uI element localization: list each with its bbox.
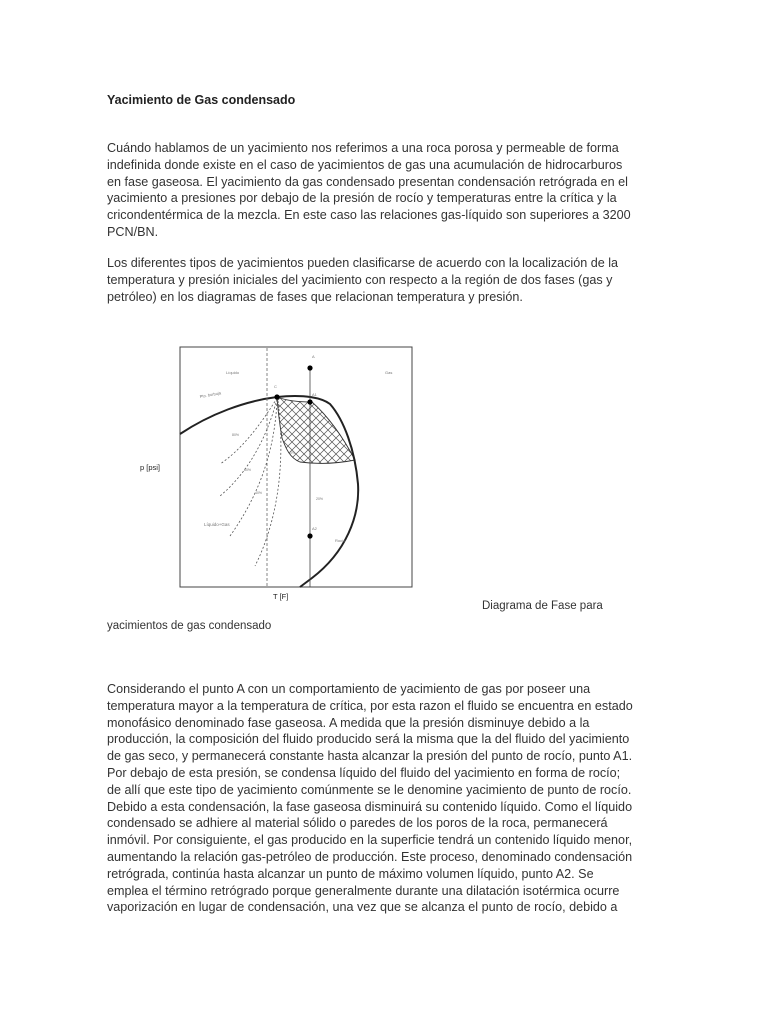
label-quality-60: 60% (244, 468, 252, 472)
paragraph-line: Los diferentes tipos de yacimientos pueden clasificarse de acuerdo con la localización de la (107, 256, 619, 270)
label-liquid: Líquido (226, 370, 240, 375)
paragraph-line: de allí que este tipo de yacimiento comúnmente se le denomine yacimiento de punto de rocío. (107, 782, 632, 797)
paragraph-2 (107, 255, 667, 305)
paragraph-line: retrógrada, continúa hasta alcanzar un punto de máximo volumen líquido, punto A2. Se (107, 866, 594, 881)
paragraph-line: Considerando el punto A con un comportamiento de yacimiento de gas por poseer una (107, 682, 591, 696)
paragraph-line: cricondentérmica de la mezcla. En este caso las relaciones gas-líquido son superiores a 3200 (107, 208, 631, 223)
paragraph-line: petróleo) en los diagramas de fases que relacionan temperatura y presión. (107, 289, 523, 304)
paragraph-line: temperatura mayor a la temperatura de crítica, por esta razon el fluido se encuentra en estado (107, 698, 633, 713)
paragraph-line: indefinida donde existe en el caso de yacimientos de gas una acumulación de hidrocarburos (107, 157, 623, 172)
y-axis-label: p [psi] (140, 463, 161, 472)
paragraph-line: yacimiento a presiones por debajo de la presión de rocío y temperaturas entre la crítica y la (107, 191, 617, 206)
paragraph-3 (107, 681, 667, 916)
point-a-marker (307, 365, 312, 370)
label-gas: Gas (385, 370, 393, 375)
figure-caption-part1: Diagrama de Fase para (482, 600, 603, 612)
point-c-marker (274, 394, 279, 399)
paragraph-line: condensado se adhiere al material sólido o paredes de los poros de la roca, permanecerá (107, 816, 608, 831)
label-bubble: Pto. burbuja (199, 390, 222, 399)
label-point-a: A (312, 354, 315, 359)
point-a1-marker (307, 399, 312, 404)
paragraph-line: PCN/BN. (107, 224, 159, 239)
label-point-a2: A2 (312, 526, 317, 531)
paragraph-line: en fase gaseosa. El yacimiento da gas condensado presentan condensación retrógrada en el (107, 174, 628, 189)
paragraph-line: temperatura y presión iniciales del yacimiento con respecto a la región de dos fases (gas y (107, 272, 613, 287)
label-two-phase: Líquido+Gas (204, 522, 230, 527)
document-title: Yacimiento de Gas condensado (107, 93, 296, 107)
paragraph-line: inmóvil. Por consiguiente, el gas producido en la superficie tendrá un contenido líquido menor, (107, 833, 633, 848)
label-quality-20: 20% (316, 497, 324, 501)
figure-caption-part2: yacimientos de gas condensado (107, 620, 272, 632)
phase-diagram-figure (140, 346, 430, 602)
label-point-c: C (274, 384, 277, 389)
paragraph-line: monofásico denominado fase gaseosa. A medida que la presión disminuye debido a la (107, 715, 590, 730)
paragraph-line: de gas seco, y permanecerá constante hasta alcanzar la presión del punto de rocío, punto A1. (107, 749, 633, 764)
paragraph-line: Cuándo hablamos de un yacimiento nos referimos a una roca porosa y permeable de forma (107, 141, 619, 155)
paragraph-1 (107, 140, 667, 241)
label-dew: Rocío (335, 538, 346, 543)
paragraph-line: aumentando la relación gas-petróleo de producción. Este proceso, denominado condensación (107, 849, 633, 864)
point-a2-marker (307, 533, 312, 538)
label-quality-0: 0% (290, 451, 296, 455)
label-point-a1: A1 (312, 392, 317, 397)
paragraph-line: producción, la composición del fluido producido será la misma que la del fluido del yacimiento (107, 732, 630, 747)
label-quality-80: 80% (232, 433, 240, 437)
diagram-frame (180, 347, 412, 587)
label-quality-40: 40% (255, 491, 263, 495)
paragraph-line: emplea el término retrógrado porque generalmente durante una dilatación isotérmica ocurre (107, 883, 620, 898)
paragraph-line: Debido a esta condensación, la fase gaseosa disminuirá su contenido líquido. Como el líquido (107, 799, 633, 814)
paragraph-line: Por debajo de esta presión, se condensa líquido del fluido del yacimiento en forma de rocío; (107, 765, 621, 780)
paragraph-line: vaporización en lugar de condensación, una vez que se alcanza el punto de rocío, debido a (107, 900, 618, 915)
x-axis-label: T [F] (273, 592, 289, 601)
